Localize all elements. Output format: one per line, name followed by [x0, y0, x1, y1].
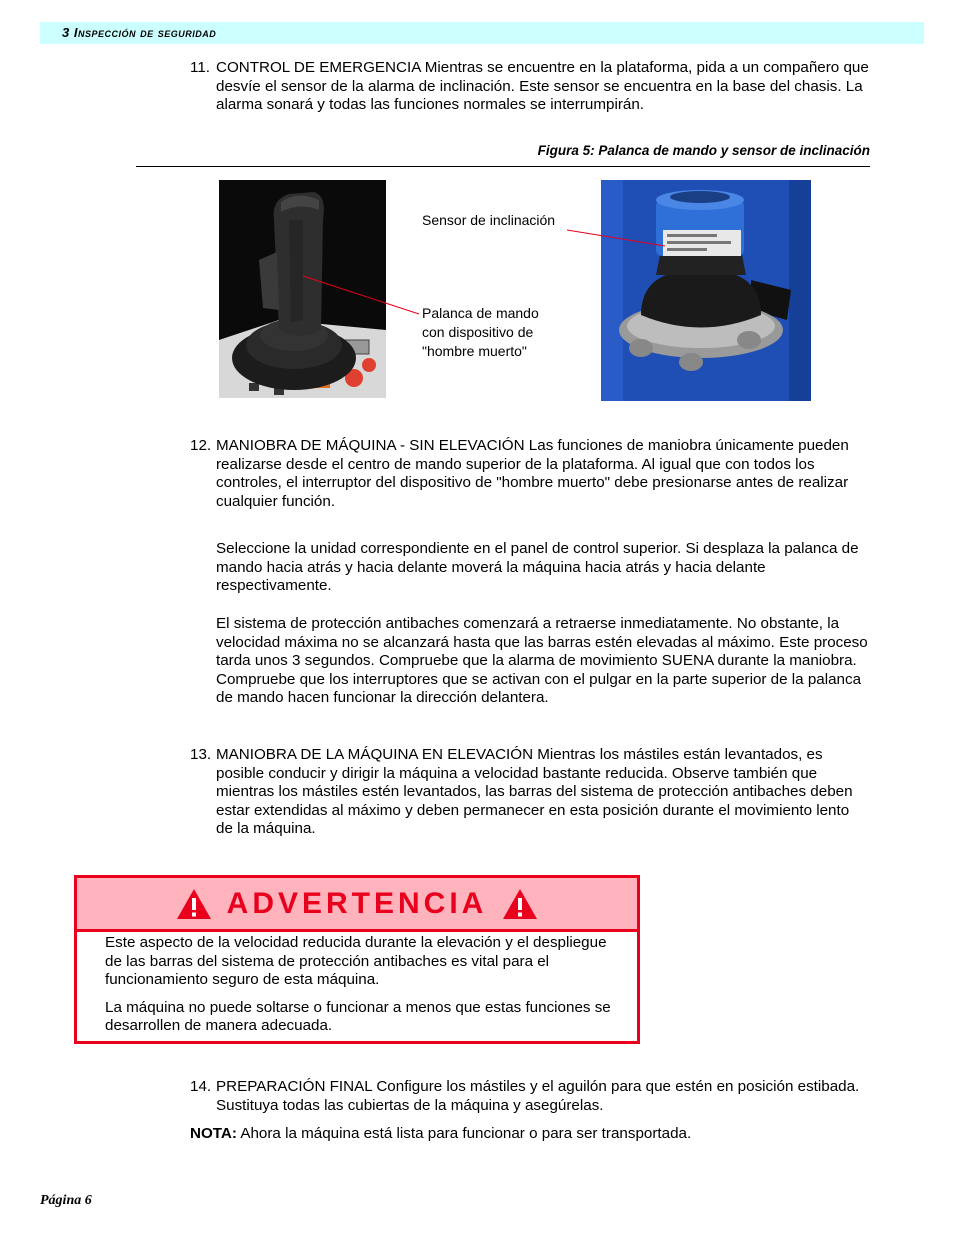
figure-caption: Figura 5: Palanca de mando y sensor de inclinación: [537, 143, 870, 158]
label-tilt-sensor: Sensor de inclinación: [422, 212, 556, 228]
list-item-14: [190, 1078, 870, 1115]
list-item-13: [190, 746, 870, 839]
warning-triangle-icon: [175, 887, 213, 921]
section-title: 3 Inspección de seguridad: [62, 25, 217, 40]
paragraph-pothole-protection: El sistema de protección antibaches comenzará a retraerse inmediatamente. No obstante, la velocidad máxima no se alcanzará hasta que las barras estén elevadas al máximo. Este proceso tarda unos 3 segundos. Compruebe que la alarma de movimiento SUENA durante la maniobra. Compruebe que los interruptores que se activan con el pulgar en la parte superior de la palanca de mando hacen funcionar la dirección delantera.: [216, 615, 868, 706]
note: [190, 1125, 870, 1144]
item-number: 11.: [190, 59, 210, 76]
paragraph-select-unit: Seleccione la unidad correspondiente en el panel de control superior. Si desplaza la palanca de mando hacia atrás y hacia delante moverá la máquina hacia atrás y hacia delante respectivamente.: [216, 540, 859, 594]
warning-body: [77, 932, 637, 1036]
item-text: MANIOBRA DE LA MÁQUINA EN ELEVACIÓN Mientras los mástiles están levantados, es posible conducir y dirigir la máquina a velocidad bastante reducida. Observe también que mientras los mástiles estén levantados, las barras del sistema de protección antibaches deben estar extendidas al máximo y deben permanecer en esta posición durante el movimiento lento de la máquina.: [216, 746, 853, 837]
item-text: PREPARACIÓN FINAL Configure los mástiles y el aguilón para que estén en posición estibada. Sustituya todas las cubiertas de la máquina y asegúrelas.: [216, 1078, 860, 1114]
item-text: MANIOBRA DE MÁQUINA - SIN ELEVACIÓN Las funciones de maniobra únicamente pueden realizarse desde el centro de mando superior de la plataforma. Al igual que con todos los controles, el interruptor del dispositivo de "hombre muerto" debe presionarse antes de realizar cualquier función.: [216, 437, 849, 510]
list-item-12: [190, 437, 870, 511]
label-joystick-line-1: Palanca de mando: [422, 305, 539, 321]
item-number: 12.: [190, 437, 212, 454]
item-number: 14.: [190, 1078, 212, 1095]
warning-paragraph-1: Este aspecto de la velocidad reducida durante la elevación y el despliegue de las barras del sistema de protección antibaches es vital para el funcionamiento seguro de esta máquina.: [105, 934, 607, 988]
leader-line-joystick: [303, 276, 419, 314]
note-text: Ahora la máquina está lista para funcionar o para ser transportada.: [236, 1125, 692, 1142]
leader-line-sensor: [567, 230, 665, 246]
item-number: 13.: [190, 746, 212, 763]
label-joystick-line-2: con dispositivo de: [422, 324, 534, 340]
warning-triangle-icon: [501, 887, 539, 921]
page-number: Página 6: [40, 1193, 92, 1208]
item-text: CONTROL DE EMERGENCIA Mientras se encuentre en la plataforma, pida a un compañero que desvíe el sensor de la alarma de inclinación. Este sensor se encuentra en la base del chasis. La alarma sonará y todas las funciones normales se interrumpirán.: [216, 59, 869, 113]
warning-title: ADVERTENCIA: [226, 886, 488, 920]
warning-paragraph-2: La máquina no puede soltarse o funcionar a menos que estas funciones se desarrollen de manera adecuada.: [105, 998, 611, 1034]
warning-box: [74, 875, 640, 1044]
leader-lines: [0, 0, 954, 420]
note-label: NOTA:: [190, 1125, 237, 1142]
label-joystick-line-3: "hombre muerto": [422, 343, 527, 359]
warning-header: [77, 878, 637, 932]
